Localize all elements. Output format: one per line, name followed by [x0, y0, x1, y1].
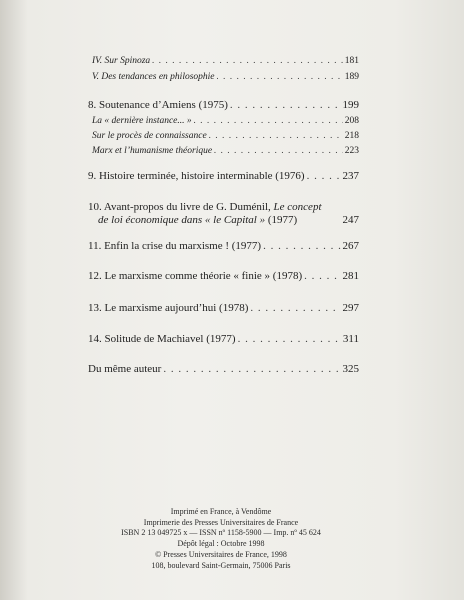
toc-entry-ch12 [88, 270, 359, 282]
leader-dots [304, 270, 340, 282]
leader-dots [194, 116, 343, 126]
toc-entry-title: 14. Solitude de Machiavel (1977) [88, 333, 236, 345]
toc-entry-title: Sur le procès de connaissance [92, 131, 207, 141]
toc-entry-page: 311 [342, 333, 359, 345]
printer-colophon [96, 507, 346, 571]
toc-entry-title: 11. Enfin la crise du marxisme ! (1977) [88, 240, 262, 252]
colophon-line: ISBN 2 13 049725 x — ISSN nº 1158-5900 — Imp. nº 45 624 [121, 528, 321, 538]
toc-entry-ch9 [88, 170, 359, 182]
toc-entry-title-part: (1977) [265, 214, 298, 226]
toc-entry-title: La « dernière instance... » [92, 116, 192, 126]
toc-entry-ch8-c [92, 146, 359, 156]
leader-dots [209, 131, 343, 141]
toc-entry-ch8 [88, 99, 359, 111]
toc-entry-title: 8. Soutenance d’Amiens (1975) [88, 99, 228, 111]
toc-entry-page: 181 [344, 56, 359, 66]
colophon-line: 108, boulevard Saint-Germain, 75006 Paris [151, 560, 291, 570]
leader-dots [238, 333, 341, 345]
leader-dots [230, 99, 341, 111]
leader-dots [152, 56, 343, 66]
toc-entry-page: 218 [344, 131, 359, 141]
toc-entry-page: 281 [342, 270, 359, 282]
toc-entry-page: 208 [344, 116, 359, 126]
toc-entry-ch13 [88, 302, 359, 314]
leader-dots [263, 240, 340, 252]
leader-dots [163, 363, 340, 375]
toc-entry-ch10 [88, 201, 359, 227]
toc-entry-title-italic: de loi économique dans « le Capital » [98, 214, 266, 226]
leader-dots [217, 72, 343, 82]
toc-entry-page: 199 [342, 99, 359, 111]
colophon-line: Imprimerie des Presses Universitaires de France [143, 517, 299, 527]
toc-entry-same-author [88, 363, 359, 375]
toc-entry-page: 297 [342, 302, 359, 314]
toc-entry-title: Marx et l’humanisme théorique [92, 146, 213, 156]
toc-entry-page: 267 [342, 240, 359, 252]
toc-entry-ch8-b [92, 131, 359, 141]
toc-entry-sub-v [92, 72, 359, 82]
colophon-line: Dépôt légal : Octobre 1998 [177, 539, 265, 549]
toc-entry-title: 9. Histoire terminée, histoire interminable (1976) [88, 170, 305, 182]
toc-entry-title: 13. Le marxisme aujourd’hui (1978) [88, 302, 249, 314]
toc-entry-title: V. Des tendances en philosophie [92, 72, 215, 82]
toc-entry-title-part: 10. Avant-propos du livre de G. Duménil, [88, 201, 274, 213]
toc-entry-title-italic: Le concept [273, 201, 322, 213]
toc-entry-sub-iv [92, 56, 359, 66]
toc-entry-title: Du même auteur [88, 363, 162, 375]
leader-dots [307, 170, 341, 182]
toc-entry-page: 189 [344, 72, 359, 82]
toc-entry-title: 12. Le marxisme comme théorie « finie » (1978) [88, 270, 303, 282]
colophon-line: © Presses Universitaires de France, 1998 [155, 549, 287, 559]
toc-entry-page: 223 [344, 146, 359, 156]
leader-dots [214, 146, 343, 156]
toc-entry-ch8-a [92, 116, 359, 126]
colophon-line: Imprimé en France, à Vendôme [170, 507, 272, 516]
leader-dots [250, 302, 340, 314]
toc-entry-title: IV. Sur Spinoza [92, 56, 151, 66]
toc-entry-ch14 [88, 333, 359, 345]
toc-entry-page: 237 [342, 170, 359, 182]
toc-entry-ch11 [88, 240, 359, 252]
toc-entry-page: 325 [342, 363, 359, 375]
toc-entry-line-1 [88, 201, 359, 214]
toc-entry-page: 247 [342, 214, 359, 226]
toc-entry-line-2 [88, 214, 359, 227]
